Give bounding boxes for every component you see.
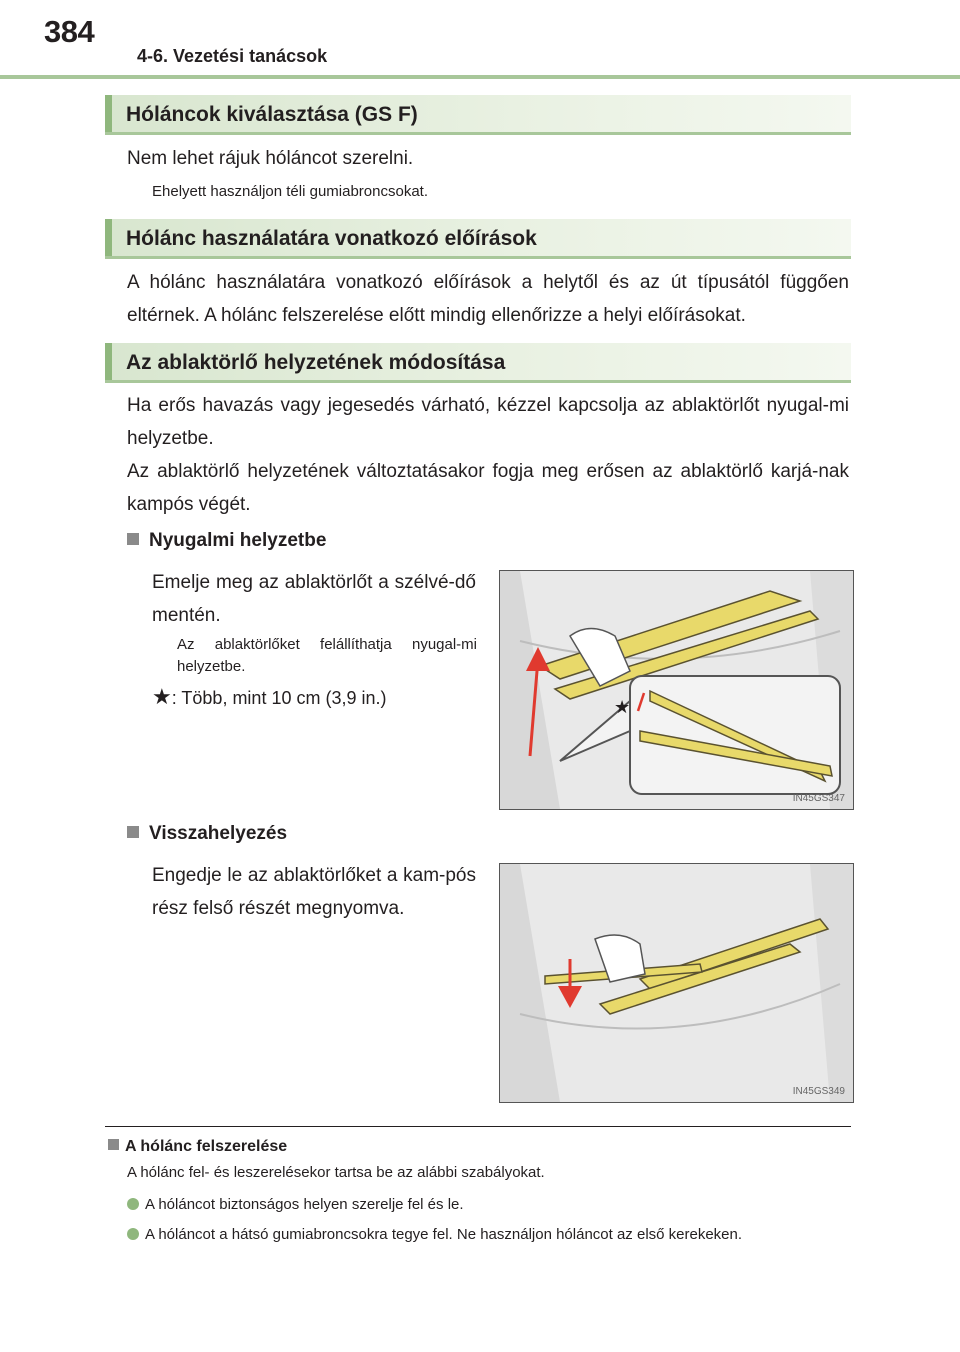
section-title: Hólánc használatára vonatkozó előírások xyxy=(126,227,537,250)
procedure-heading-text: Nyugalmi helyzetbe xyxy=(149,530,327,551)
procedure-heading-return xyxy=(127,823,287,845)
wiper-raise-illustration xyxy=(500,571,853,809)
figure-code: IN45GS349 xyxy=(792,1086,845,1097)
dot-bullet-icon xyxy=(127,1198,139,1210)
footer-note-intro: A hólánc fel- és leszerelésekor tartsa be az alábbi szabályokat. xyxy=(127,1164,545,1181)
running-head: 4-6. Vezetési tanácsok xyxy=(137,46,328,66)
figure-wiper-raise xyxy=(499,570,854,810)
svg-text:★: ★ xyxy=(614,697,631,718)
procedure-text: Emelje meg az ablaktörlőt a szélvé-dő mentén. xyxy=(152,572,476,626)
square-bullet-icon xyxy=(127,533,139,545)
star-icon: ★ xyxy=(152,684,172,709)
procedure-heading-text: Visszahelyezés xyxy=(149,823,288,844)
dot-bullet-icon xyxy=(127,1228,139,1240)
procedure-text: Engedje le az ablaktörlőket a kam-pós rész felső részét megnyomva. xyxy=(152,865,476,919)
page-number: 384 xyxy=(44,14,95,49)
footer-note-bullet xyxy=(127,1226,742,1243)
figure-code: IN45GS347 xyxy=(792,793,845,804)
section-bar-snow-chain-selection xyxy=(105,95,851,135)
footer-note-heading-text: A hólánc felszerelése xyxy=(125,1138,288,1155)
footer-rule xyxy=(105,1126,851,1127)
square-bullet-icon xyxy=(127,826,139,838)
section-paragraph: Az ablaktörlő helyzetének változtatásakor fogja meg erősen az ablaktörlő karjá-nak kampós végét. xyxy=(127,461,849,515)
section-paragraph: A hólánc használatára vonatkozó előírások a helytől és az út típusától függően eltérnek. A hólánc felszerelése előtt mindig ellenőrizze a helyi előírásokat. xyxy=(127,272,849,326)
star-legend-text: : Több, mint 10 cm (3,9 in.) xyxy=(171,688,387,708)
footer-note-bullet-text: A hóláncot biztonságos helyen szerelje fel és le. xyxy=(145,1196,464,1213)
footer-note-bullet xyxy=(127,1196,464,1213)
footer-note-heading xyxy=(108,1138,287,1156)
section-bar-wiper-position xyxy=(105,343,851,383)
procedure-heading-service-position xyxy=(127,530,326,552)
footer-note-bullet-text: A hóláncot a hátsó gumiabroncsokra tegye fel. Ne használjon hóláncot az első kerekeken. xyxy=(145,1226,743,1243)
section-title: Hóláncok kiválasztása (GS F) xyxy=(126,103,418,126)
section-paragraph: Nem lehet rájuk hóláncot szerelni. xyxy=(127,148,414,169)
header-rule xyxy=(0,75,960,79)
section-bar-snow-chain-regulations xyxy=(105,219,851,259)
section-paragraph: Ha erős havazás vagy jegesedés várható, kézzel kapcsolja az ablaktörlőt nyugal-mi helyzetbe. xyxy=(127,395,849,449)
procedure-note: Az ablaktörlőket felállíthatja nyugal-mi helyzetbe. xyxy=(177,636,477,675)
figure-wiper-lower xyxy=(499,863,854,1103)
section-title: Az ablaktörlő helyzetének módosítása xyxy=(126,351,506,374)
star-legend xyxy=(152,684,387,710)
square-bullet-icon xyxy=(108,1139,119,1150)
section-note: Ehelyett használjon téli gumiabroncsokat. xyxy=(152,183,428,200)
wiper-lower-illustration xyxy=(500,864,853,1102)
